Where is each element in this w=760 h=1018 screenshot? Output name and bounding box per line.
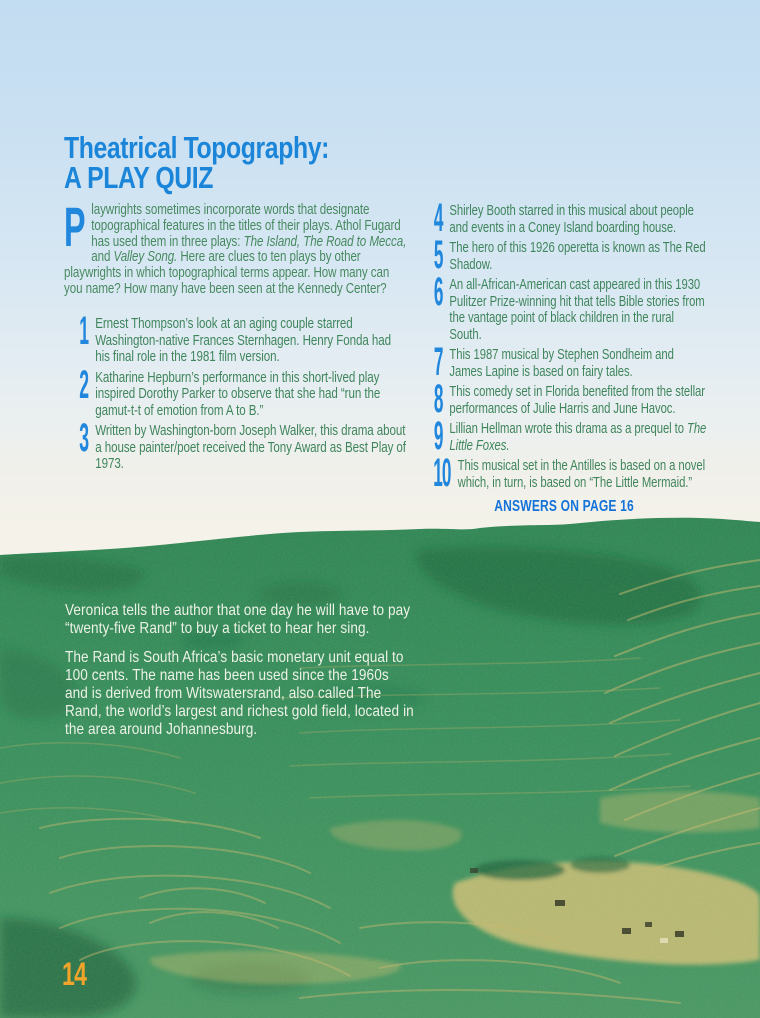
page-number: 14 [62,956,87,992]
intro-text: laywrights sometimes incorporate words that designate topographical features in the titles of their plays. Athol Fugard has used them in three plays: [91,202,401,250]
quiz-item-8 [419,377,709,421]
photo-caption [65,602,477,750]
clue-text: Written by Washington-born Joseph Walker, this drama about a house painter/poet received the Tony Award as Best Play of 1973. [95,423,406,472]
clue-number: 10 [433,451,451,495]
quiz-item-7 [419,340,709,384]
clue-number: 8 [433,377,443,421]
quiz-item-3 [64,416,408,473]
clue-text: An all-African-American cast appeared in this 1930 Pulitzer Prize-winning hit that tells Bible stories from the vantage point of black children in the rural South. [449,277,705,343]
caption-paragraph-2: The Rand is South Africa’s basic monetary unit equal to 100 cents. The name has been used since the 1960s and is derived from Witswatersrand, also called The Rand, the world’s largest and richest gold field, located in the area around Johannesburg. [65,649,414,738]
photo-grain-dark [0,498,760,1018]
play-title-italic: The Little Foxes. [449,421,707,454]
article-title [64,130,544,195]
title-line-1: Theatrical Topography: [64,130,329,165]
clue-number: 7 [433,340,443,384]
clue-text: This comedy set in Florida benefited from the stellar performances of Julie Harris and June Havoc. [449,384,705,417]
clue-number: 5 [433,233,443,277]
quiz-item-6 [419,270,709,343]
title-line-2: A PLAY QUIZ [64,160,214,195]
caption-paragraph-1: Veronica tells the author that one day he will have to pay “twenty-five Rand” to buy a ticket to hear her sing. [65,602,411,637]
clue-text: Katharine Hepburn’s performance in this short-lived play inspired Dorothy Parker to observe that she had “run the gamut-t-t of emotion from A to B.” [95,369,381,419]
clue-number: 4 [433,196,443,240]
clue-number: 2 [79,362,88,407]
drop-cap: P [64,195,86,258]
quiz-item-4 [419,196,709,240]
play-title-italic: The Island, The Road to Mecca, [243,233,407,250]
clue-list-right [419,196,760,516]
quiz-item-9 [419,414,709,458]
quiz-item-2 [64,362,408,420]
clue-number: 9 [433,414,443,458]
clue-text: Shirley Booth starred in this musical about people and events in a Coney Island boarding house. [449,203,694,236]
landscape-photo [0,498,760,1018]
quiz-item-10 [419,451,709,495]
clue-number: 1 [79,309,88,353]
clue-text: This musical set in the Antilles is based on a novel which, in turn, is based on “The Little Mermaid.” [457,458,706,491]
intro-paragraph: Playwrights sometimes incorporate words that designate topographical features in the titles of their plays. Athol Fugard has used them in three plays: The Island, The Road to Mecca, and Valley Song. Here are clues to ten plays by other playwrights in which topographical terms appear. How many can you name? How many have been seen at the Kennedy Center? [64,195,407,297]
clue-text: This 1987 musical by Stephen Sondheim and James Lapine is based on fairy tales. [449,347,674,380]
clue-text: The hero of this 1926 operetta is known as The Red Shadow. [449,240,706,273]
clue-number: 6 [433,270,443,314]
play-title-italic: Valley Song. [113,249,178,266]
quiz-item-1 [64,309,408,366]
clue-text: Lillian Hellman wrote this drama as a prequel to The Little Foxes. [449,421,707,454]
clue-text: Ernest Thompson’s look at an aging couple starred Washington-native Frances Sternhagen. Henry Fonda had his final role in the 1981 film version. [95,316,392,365]
answers-note: ANSWERS ON PAGE 16 [494,498,634,515]
quiz-item-5 [419,233,709,277]
clue-number: 3 [79,416,88,460]
